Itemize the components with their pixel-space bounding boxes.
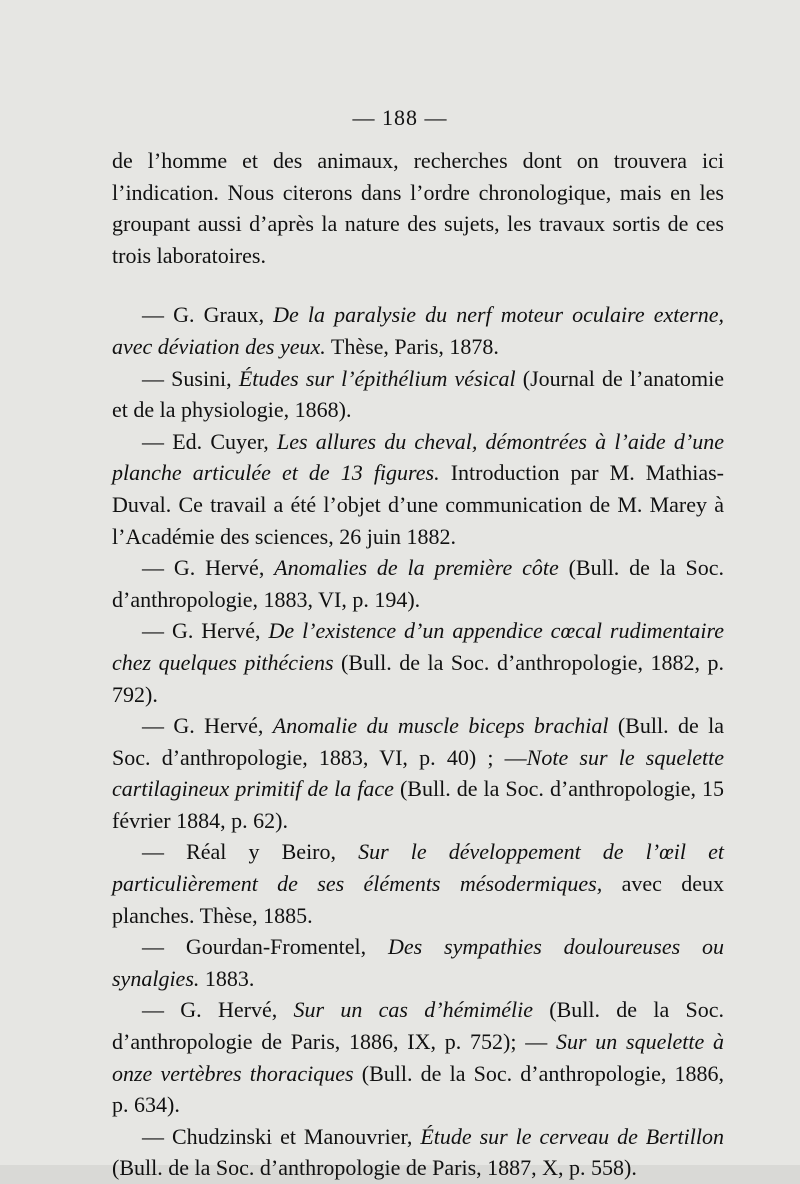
entry-title: De l’existence d’un appendice cœcal rudimentaire chez quelques pithéciens [112,618,724,675]
entry-title: Sur un cas d’hémimélie [293,997,533,1023]
entry-text: — G. Hervé, [142,555,275,581]
entry-text: (Bull. de la Soc. d’anthropologie, 1883, VI, p. 40) ; — [112,713,724,770]
bibliography-entry [112,994,724,1120]
entry-text: — Susini, [142,365,239,391]
bibliography-entry [112,299,724,362]
entry-title: Anomalie du muscle biceps brachial [272,713,609,739]
entry-title: Sur le développement de l’œil et particulièrement de ses éléments mésodermiques, [112,839,724,897]
entry-text: (Bull. de la Soc. d’anthropologie, 1883, VI, p. 194). [112,555,724,612]
entry-text: (Bull. de la Soc. d’anthropologie, 1886, p. 634). [112,1060,724,1118]
entry-text: (Bull. de la Soc. d’anthropologie, 1882, p. 792). [112,649,724,707]
body-text [112,145,724,1184]
entry-text: — Gourdan-Fromentel, [142,934,388,960]
entry-text: Introduction par M. Mathias-Duval. Ce travail a été l’objet d’une communication de M. Marey à l’Académie des sciences, 26 juin 1882. [112,460,725,549]
entry-text: — Chudzinski et Manouvrier, [142,1123,421,1149]
entry-title: Anomalies de la première côte [274,555,559,581]
bibliography-entry [112,552,724,615]
entry-title: De la paralysie du nerf moteur oculaire externe, avec déviation des yeux. [112,302,724,359]
bibliography-entry [112,931,724,994]
intro-paragraph: de l’homme et des animaux, recherches dont on trouvera ici l’indication. Nous citerons dans l’ordre chronologique, mais en les groupant aussi d’après la nature des sujets, les travaux sortis de ces trois laboratoires. [112,148,724,268]
bibliography-entry [112,363,724,426]
entry-text: — G. Hervé, [142,618,269,644]
entry-title: Études sur l’épithélium vésical [238,365,516,391]
bibliography-entry [112,710,724,836]
page-number: — 188 — [352,105,448,130]
entry-title: Les allures du cheval, démontrées à l’aide d’une planche articulée et de 13 figures. [112,428,724,486]
entry-text: — Réal y Beiro, [142,839,359,865]
entry-text: 1883. [199,965,255,991]
entry-text: (Bull. de la Soc. d’anthropologie de Paris, 1887, X, p. 558). [112,1155,637,1181]
entry-title: Sur un squelette à onze vertèbres thoraciques [112,1029,725,1086]
entry-text: Thèse, Paris, 1878. [325,333,499,359]
entry-title: Des sympathies douloureuses ou synalgies. [112,934,725,991]
entry-text: — G. Graux, [142,302,274,328]
entry-title: Note sur le squelette cartilagineux primitif de la face [112,744,724,802]
bibliography-entry [112,1121,724,1184]
entry-text: avec deux planches. Thèse, 1885. [112,871,724,928]
entry-text: (Bull. de la Soc. d’anthropologie, 15 février 1884, p. 62). [112,776,724,833]
entry-text: — G. Hervé, [142,997,294,1023]
entry-text: (Bull. de la Soc. d’anthropologie de Paris, 1886, IX, p. 752); — [112,997,724,1055]
entry-title: Étude sur le cerveau de Bertillon [420,1123,724,1149]
entry-text: — Ed. Cuyer, [142,428,277,454]
entry-text: (Journal de l’anatomie et de la physiologie, 1868). [112,365,724,423]
bibliography-entry [112,836,724,931]
bibliography-entry [112,426,724,552]
bibliography-entry [112,615,724,710]
entry-text: — G. Hervé, [142,713,273,739]
